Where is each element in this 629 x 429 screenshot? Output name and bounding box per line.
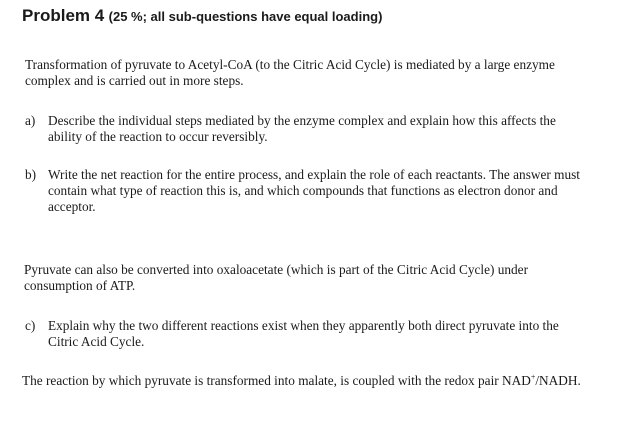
question-b-line: Write the net reaction for the entire process, and explain the role of each reactants. The answer must	[48, 167, 580, 182]
final-paragraph	[22, 373, 581, 389]
question-c-text	[48, 318, 559, 350]
question-a-line: ability of the reaction to occur reversibly.	[48, 129, 268, 144]
pyruvate-line: consumption of ATP.	[24, 278, 136, 293]
final-text: The reaction by which pyruvate is transformed into malate, is coupled with the redox pair NAD	[22, 373, 531, 388]
pyruvate-line: Pyruvate can also be converted into oxaloacetate (which is part of the Citric Acid Cycle) under	[24, 262, 528, 277]
nad-plus-superscript: +	[530, 372, 536, 382]
question-c-line: Explain why the two different reactions exist when they apparently both direct pyruvate into the	[48, 318, 559, 333]
question-c-line: Citric Acid Cycle.	[48, 334, 145, 349]
question-a-label: a)	[25, 113, 36, 128]
question-b-line: contain what type of reaction this is, and which compounds that functions as electron donor and	[48, 183, 558, 198]
intro-line: complex and is carried out in more steps.	[25, 73, 244, 88]
question-c-label: c)	[25, 318, 36, 333]
question-b-line: acceptor.	[48, 199, 96, 214]
intro-line: Transformation of pyruvate to Acetyl-CoA (to the Citric Acid Cycle) is mediated by a large enzyme	[25, 57, 555, 72]
problem-title	[22, 6, 382, 26]
question-a-line: Describe the individual steps mediated by the enzyme complex and explain how this affects the	[48, 113, 556, 128]
final-line	[22, 373, 581, 389]
question-a-text	[48, 113, 556, 145]
question-b-text	[48, 167, 580, 215]
intro-paragraph	[25, 57, 555, 89]
problem-weighting: (25 %; all sub-questions have equal loading)	[108, 9, 383, 24]
final-text-end: /NADH.	[535, 373, 581, 388]
problem-heading: Problem 4	[22, 6, 105, 25]
pyruvate-paragraph	[24, 262, 528, 294]
question-b-label: b)	[25, 167, 37, 182]
